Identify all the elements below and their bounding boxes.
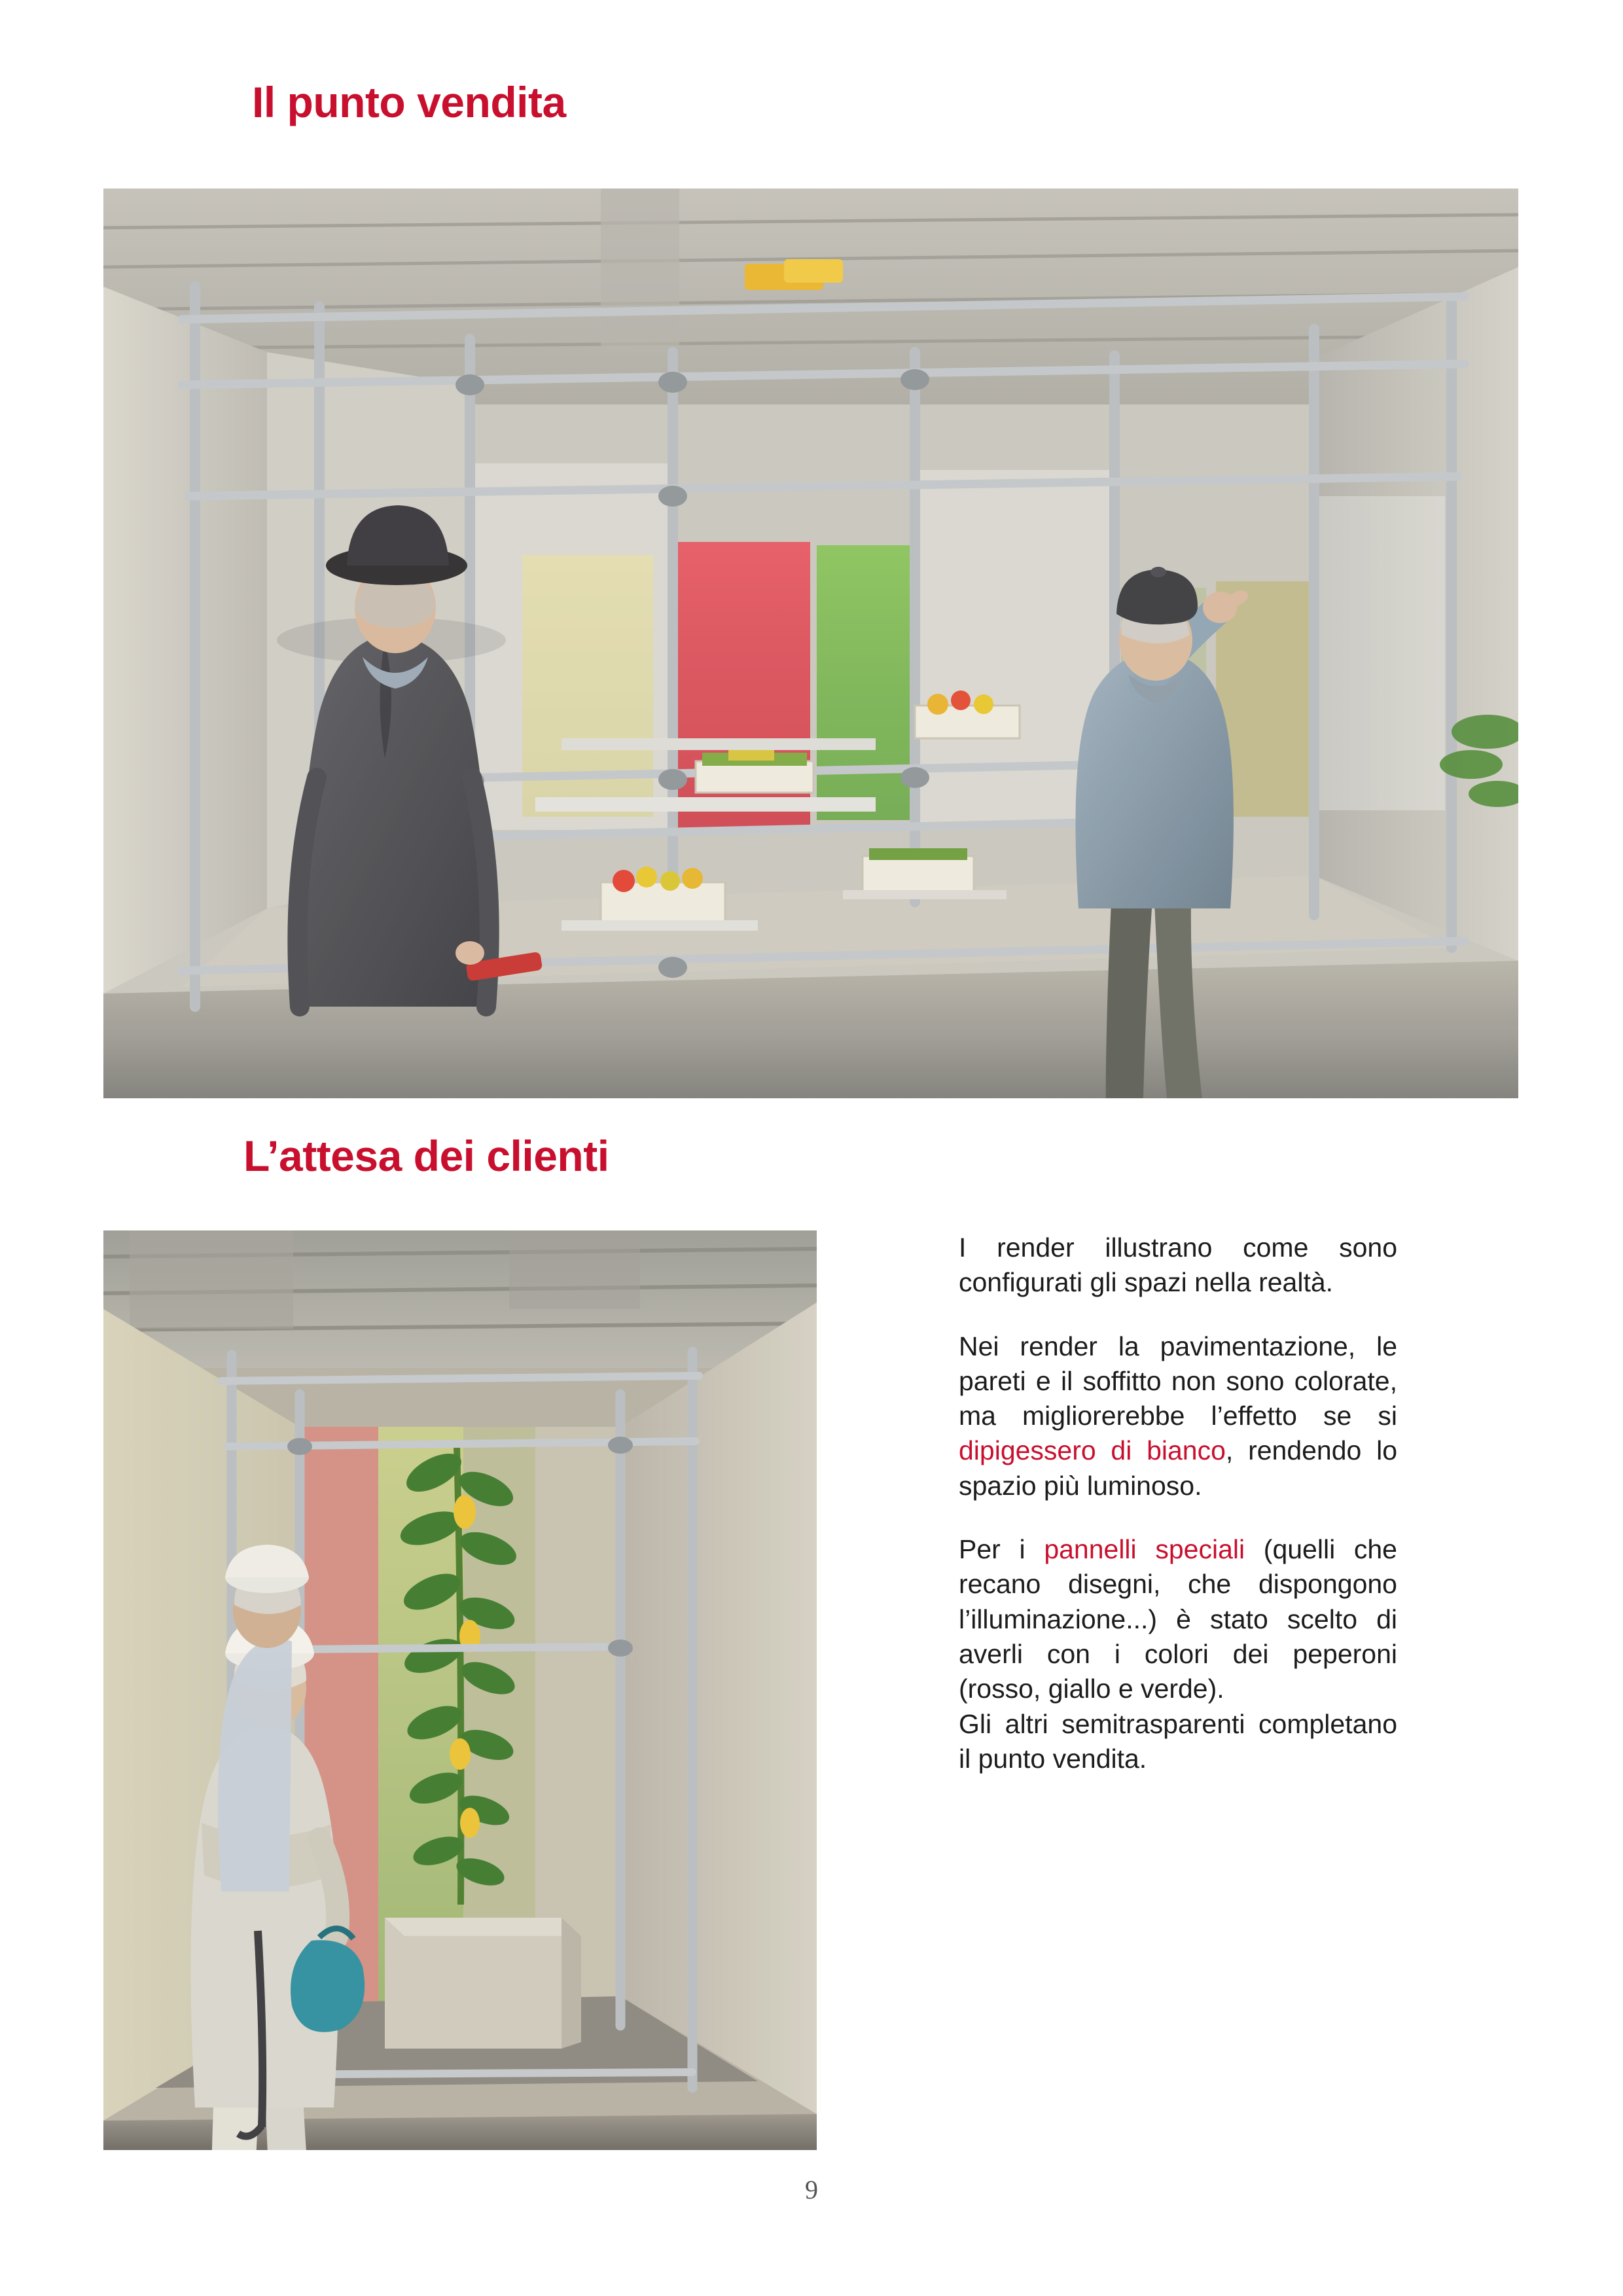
render-image-bottom bbox=[103, 1230, 817, 2150]
figure-punto-vendita bbox=[103, 188, 1518, 1098]
section-heading-punto-vendita: Il punto vendita bbox=[252, 78, 566, 126]
paragraph-3-part-2: (quelli che recano disegni, che dispongono l’illuminazione...) è stato scelto di averli con i colori dei peperoni (rosso, giallo e verde). bbox=[959, 1534, 1397, 1704]
body-text-column bbox=[959, 1230, 1397, 1776]
paragraph-4: Gli altri semitrasparenti completano il punto vendita. bbox=[959, 1708, 1397, 1774]
paragraph-3-part-1: Per i bbox=[959, 1534, 1044, 1565]
section-heading-attesa-clienti: L’attesa dei clienti bbox=[243, 1132, 609, 1180]
paragraph-3 bbox=[959, 1532, 1397, 1706]
accent-pannelli-speciali: pannelli speciali bbox=[1044, 1534, 1245, 1565]
paragraph-1: I render illustrano come sono configurati gli spazi nella realtà. bbox=[959, 1232, 1397, 1298]
paragraph-2-part-1: Nei render la pavimentazione, le pareti e il soffitto non sono colorate, ma migliorerebbe l’effetto se si bbox=[959, 1331, 1397, 1431]
render-image-top bbox=[103, 188, 1518, 1098]
paragraph-2 bbox=[959, 1329, 1397, 1503]
page-number: 9 bbox=[805, 2175, 818, 2204]
paragraph-2-part-2: , rendendo lo spazio più luminoso. bbox=[959, 1435, 1397, 1501]
figure-attesa-clienti bbox=[103, 1230, 817, 2150]
accent-dipigessero-di-bianco: dipigessero di bianco bbox=[959, 1435, 1226, 1466]
